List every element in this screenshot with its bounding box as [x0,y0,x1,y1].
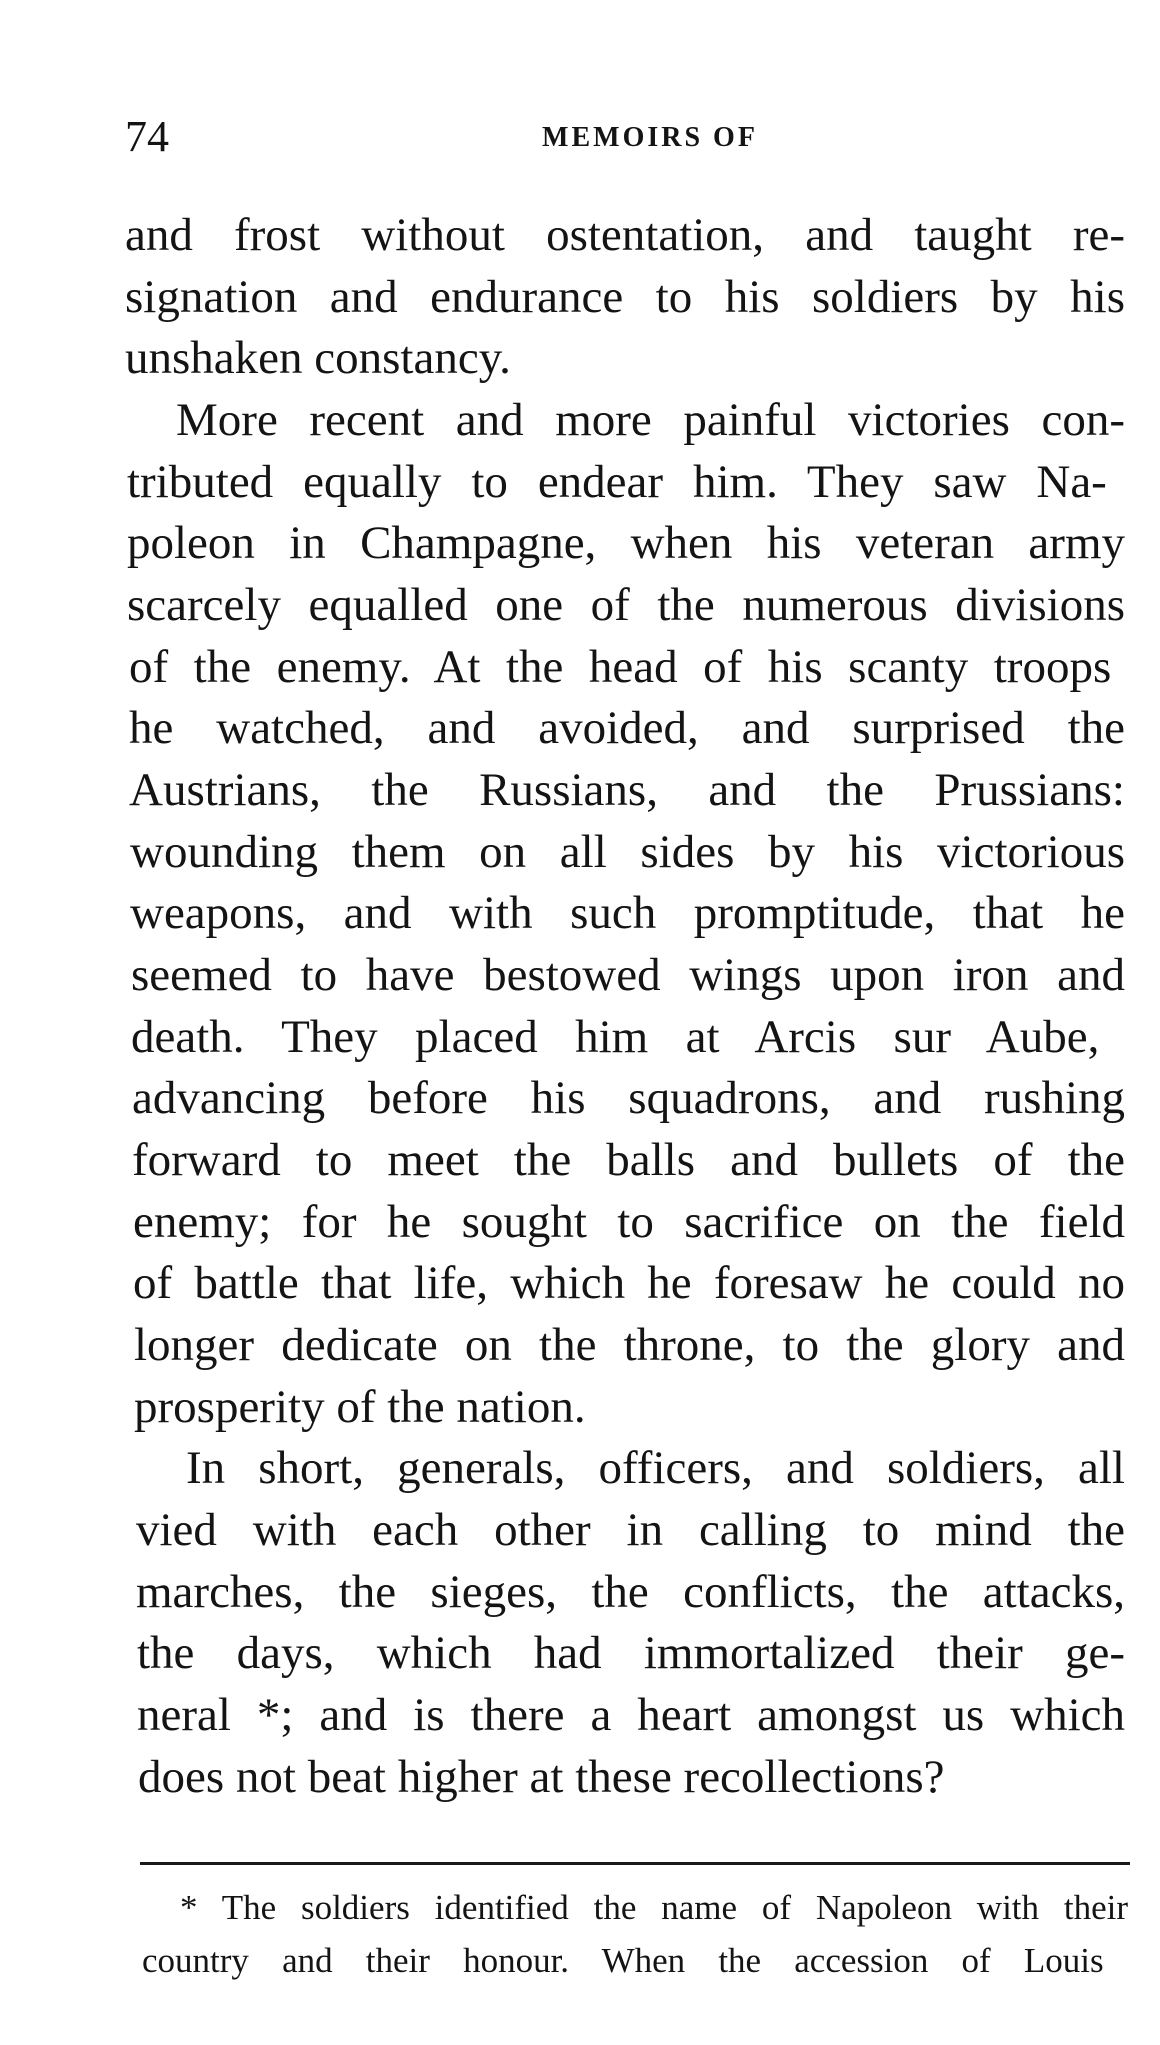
body-line: he watched, and avoided, and surprised the [129,702,1125,754]
running-head: MEMOIRS OF [542,122,758,153]
body-line: forward to meet the balls and bullets of the [132,1134,1125,1186]
body-line: poleon in Champagne, when his veteran army [127,517,1125,569]
body-line: tributed equally to endear him. They saw Na- [127,456,1107,508]
body-line: scarcely equalled one of the numerous divisions [127,579,1125,631]
body-line: wounding them on all sides by his victorious [130,826,1125,878]
body-line: Austrians, the Russians, and the Prussians: [129,764,1125,816]
footnote-rule [140,1862,1130,1865]
body-line: of battle that life, which he foresaw he could no [133,1257,1125,1309]
body-line: neral *; and is there a heart amongst us which [137,1689,1125,1741]
footnote-line: * The soldiers identified the name of Napoleon with their [180,1888,1128,1927]
body-line: death. They placed him at Arcis sur Aube, [131,1011,1100,1063]
page-header [125,112,1105,162]
body-line: longer dedicate on the throne, to the glory and [134,1319,1125,1371]
body-line: and frost without ostentation, and taught re- [125,209,1125,261]
body-line: weapons, and with such promptitude, that he [130,887,1125,939]
page-number: 74 [125,112,169,161]
body-line: More recent and more painful victories con- [176,394,1125,446]
body-line: seemed to have bestowed wings upon iron and [131,949,1125,1001]
body-line: prosperity of the nation. [134,1381,586,1433]
body-line: unshaken constancy. [125,332,511,384]
body-line: of the enemy. At the head of his scanty troops [129,641,1112,693]
body-line: signation and endurance to his soldiers by his [125,271,1125,323]
body-line: the days, which had immortalized their ge- [137,1627,1125,1679]
body-line: vied with each other in calling to mind the [136,1504,1125,1556]
body-line: In short, generals, officers, and soldiers, all [186,1442,1125,1494]
footnote-line: country and their honour. When the accession of Louis [142,1941,1104,1980]
body-line: enemy; for he sought to sacrifice on the field [133,1196,1125,1248]
body-line: marches, the sieges, the conflicts, the attacks, [136,1566,1125,1618]
body-line: does not beat higher at these recollections? [138,1751,945,1803]
body-line: advancing before his squadrons, and rushing [132,1072,1125,1124]
